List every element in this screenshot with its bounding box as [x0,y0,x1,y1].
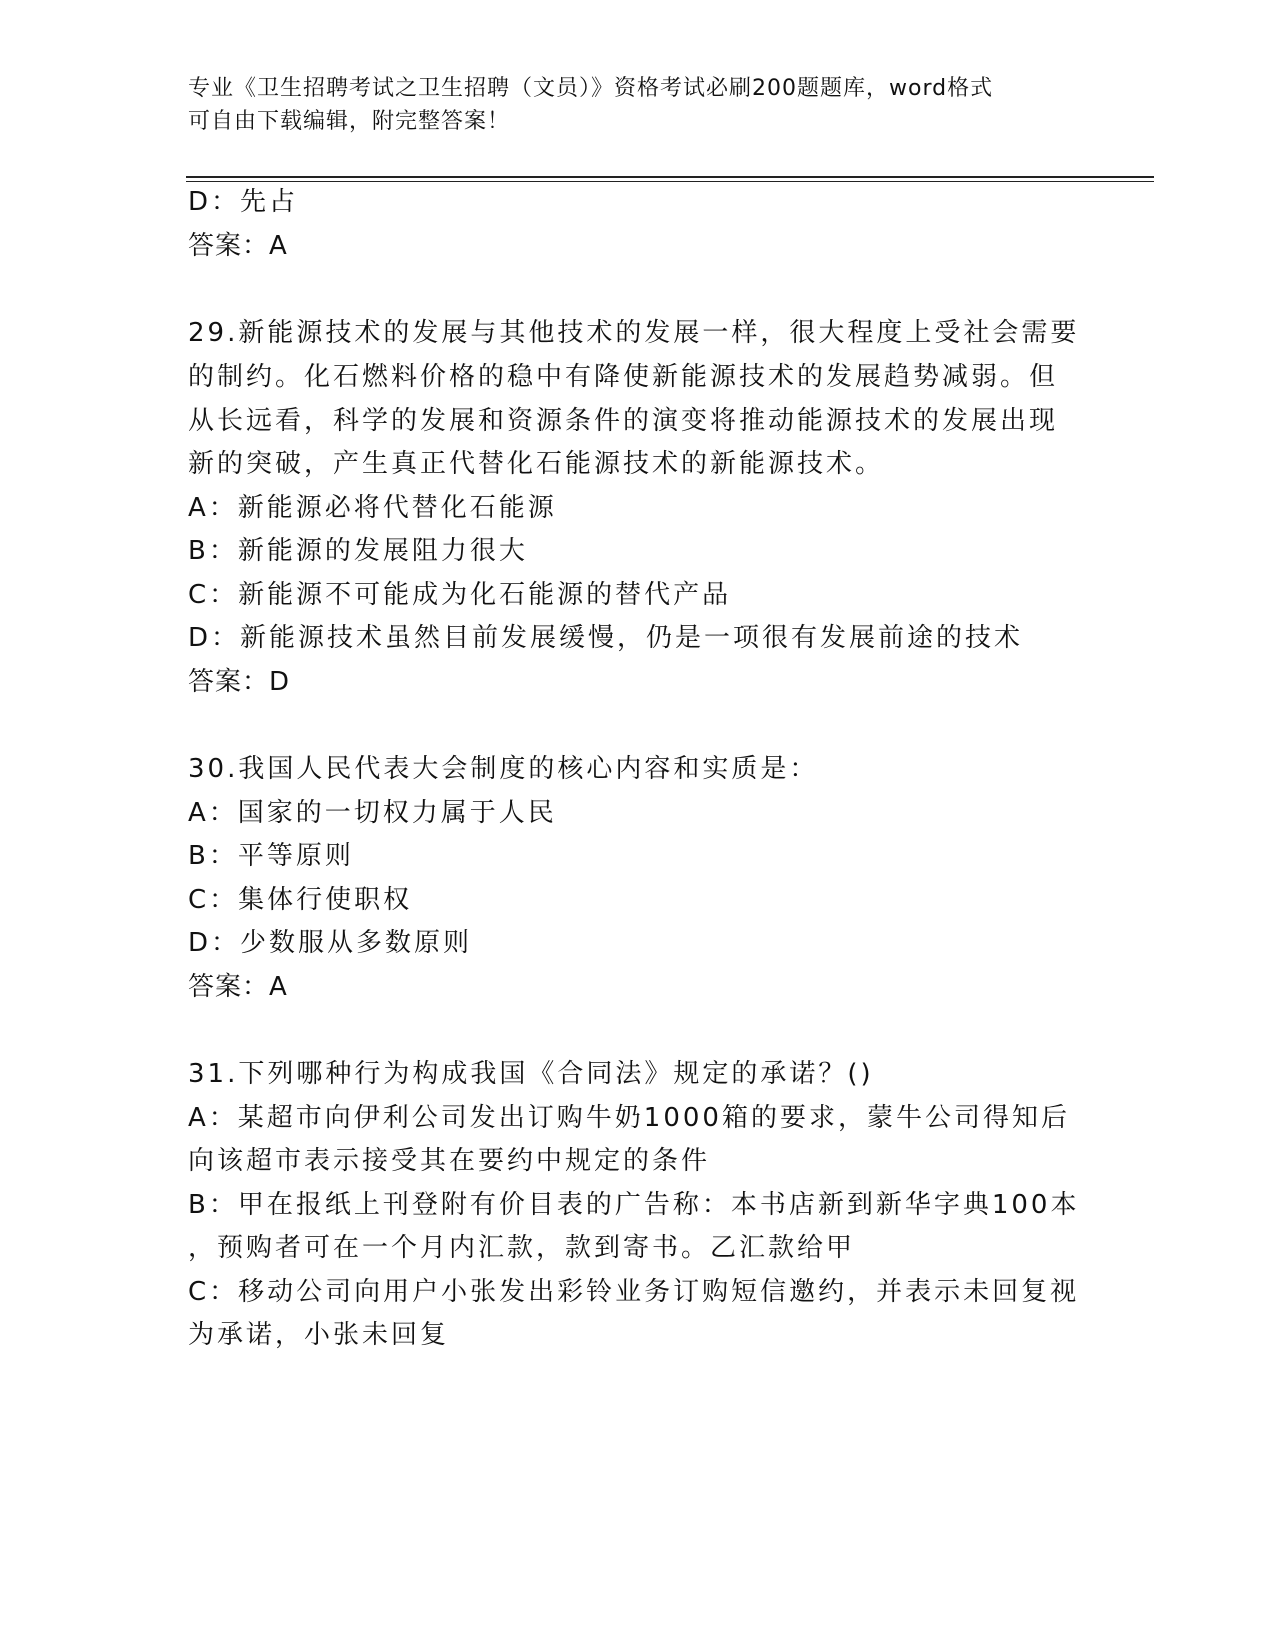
option-d: D：少数服从多数原则 [188,928,473,958]
option-c: C：新能源不可能成为化石能源的替代产品 [188,580,732,610]
question-stem-line: 30.我国人民代表大会制度的核心内容和实质是： [188,754,819,784]
option-d: D：新能源技术虽然目前发展缓慢，仍是一项很有发展前途的技术 [188,623,1024,653]
header-text [188,72,1088,138]
option-b: B：新能源的发展阻力很大 [188,536,528,566]
answer: 答案：D [188,667,291,697]
header-divider [186,176,1154,178]
header-line-1: 专业《卫生招聘考试之卫生招聘（文员）》资格考试必刷200题题库，word格式 [188,76,994,101]
option-b: B：甲在报纸上刊登附有价目表的广告称：本书店新到新华字典100本 [188,1190,1080,1220]
option-a: A：新能源必将代替化石能源 [188,493,557,523]
option-b: B：平等原则 [188,841,354,871]
question-stem-line: 29.新能源技术的发展与其他技术的发展一样，很大程度上受社会需要 [188,318,1080,348]
option-c-continued: 为承诺，小张未回复 [188,1320,450,1350]
question-stem-line: 新的突破，产生真正代替化石能源技术的新能源技术。 [188,449,885,479]
option-c: C：移动公司向用户小张发出彩铃业务订购短信邀约，并表示未回复视 [188,1277,1080,1307]
question-stem-line: 的制约。化石燃料价格的稳中有降使新能源技术的发展趋势减弱。但 [188,362,1059,392]
prev-answer: 答案：A [188,231,288,261]
option-a: A：国家的一切权力属于人民 [188,798,557,828]
header-line-2: 可自由下载编辑，附完整答案！ [188,109,511,134]
option-c: C：集体行使职权 [188,885,413,915]
prev-option-d: D：先占 [188,187,299,217]
option-b-continued: ，预购者可在一个月内汇款，款到寄书。乙汇款给甲 [188,1233,856,1263]
question-stem-line: 31.下列哪种行为构成我国《合同法》规定的承诺？() [188,1059,874,1089]
option-a: A：某超市向伊利公司发出订购牛奶1000箱的要求，蒙牛公司得知后 [188,1103,1070,1133]
answer: 答案：A [188,972,288,1002]
header-divider-thin [186,181,1154,182]
option-a-continued: 向该超市表示接受其在要约中规定的条件 [188,1146,711,1176]
question-stem-line: 从长远看，科学的发展和资源条件的演变将推动能源技术的发展出现 [188,406,1059,436]
